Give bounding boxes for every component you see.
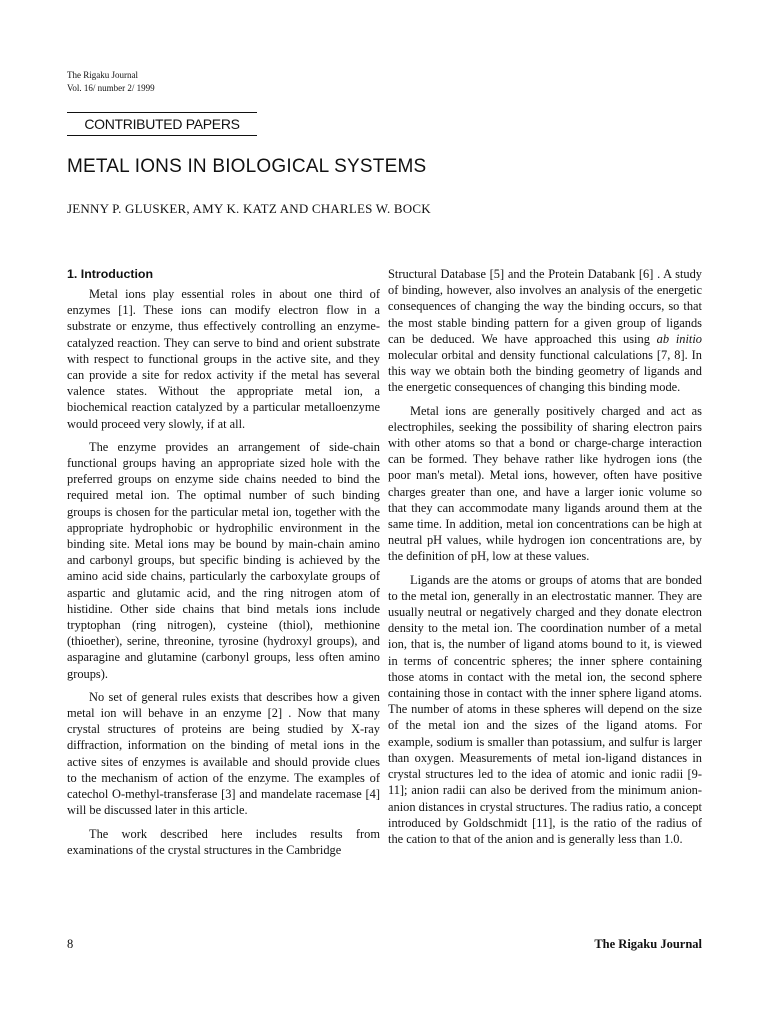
paragraph: Ligands are the atoms or groups of atoms that are bonded to the metal ion, generally in an electrostatic manner. They are usually neutral or negatively charged and they donate electron density to the metal ion. The coordination number of a metal ion, that is, the number of ligand atoms bound to it, is viewed in terms of concentric spheres; the inner sphere containing those atoms in contact with the metal ion, the second sphere containing those in contact with the inner sphere ligand atoms. The number of atoms in these spheres will depend on the size of the metal ion and the sizes of the ligand atoms. For example, sodium is smaller than potassium, and sulfur is larger than oxygen. Measurements of metal ion-ligand distances in crystal structures led to the idea of atomic and ionic radii [9-11]; anion radii can also be derived from the minimum anion-anion distances in crystal structures. The radius ratio, a concept introduced by Goldschmidt [11], is the ratio of the radius of the cation to that of the anion and is generally less than 1.0. — [388, 572, 702, 846]
journal-name: The Rigaku Journal — [67, 70, 138, 80]
paragraph: The enzyme provides an arrangement of side-chain functional groups having an appropriate sized hole with the preferred groups on enzyme side chains needed to bind the required metal ion. The optimal number of such binding groups is chosen for the particular metal ion, together with the appropriate hydrophobic or hydrophilic environment in the binding site. Metal ions may be bound by main-chain amino and carbonyl groups, but specific binding is achieved by the amino acid side chains, particularly the carboxylate groups of aspartic and glutamic acid, and the ring nitrogen atom of histidine. Other side chains that bind metals ions include tryptophan (ring nitrogen), cysteine (thiol), methionine (thioether), serine, threonine, tyrosine (hydroxyl groups), and asparagine and glutamine (carbonyl groups, less often amino groups). — [67, 439, 380, 681]
journal-volume: Vol. 16/ number 2/ 1999 — [67, 83, 155, 93]
text-run: molecular orbital and density functional calculations [7, 8]. In this way we obtain both the binding geometry of ligands and the energetic consequences of changing this binding mode. — [388, 348, 702, 395]
left-column — [67, 266, 380, 865]
paragraph: No set of general rules exists that describes how a given metal ion will behave in an enzyme [2] . Now that many crystal structures of proteins are being studied by X-ray diffraction, information on the binding of metal ions in the active sites of enzymes is available and should provide clues to the mechanism of action of the enzyme. The examples of catechol O-methyl-transferase [3] and mandelate racemase [4] will be discussed later in this article. — [67, 689, 380, 818]
journal-header — [67, 69, 155, 95]
section-label-box — [67, 112, 257, 136]
section-label: CONTRIBUTED PAPERS — [84, 116, 240, 132]
article-authors: JENNY P. GLUSKER, AMY K. KATZ AND CHARLES W. BOCK — [67, 201, 431, 216]
right-column — [388, 266, 702, 854]
footer-journal: The Rigaku Journal — [594, 937, 702, 951]
text-run: Structural Database [5] and the Protein Databank [6] . A study of binding, however, also involves an analysis of the energetic consequences of changing the way the binding occurs, so that the most stable binding pattern for a given group of ligands can be deduced. We have approached this using — [388, 267, 702, 346]
italic-term: ab initio — [656, 331, 702, 346]
paragraph: The work described here includes results from examinations of the crystal structures in the Cambridge — [67, 826, 380, 857]
section-heading: 1. Introduction — [67, 267, 154, 281]
article-title: METAL IONS IN BIOLOGICAL SYSTEMS — [67, 156, 427, 177]
page-number: 8 — [67, 937, 74, 951]
paragraph: Metal ions are generally positively charged and act as electrophiles, seeking the possibility of sharing electron pairs with other atoms so that a bond or charge-charge interaction can be formed. They behave rather like hydrogen ions (the poor man's metal). Metal ions, however, often have positive charges greater than one, and have a larger ionic volume so that they can accommodate many ligands around them at the same time. In addition, metal ion concentrations can be high at neutral pH values, while hydrogen ion concentrations are, by the definition of pH, low at these values. — [388, 403, 702, 564]
paragraph — [388, 266, 702, 396]
paragraph: Metal ions play essential roles in about one third of enzymes [1]. These ions can modify electron flow in a substrate or enzyme, thus effectively controlling an enzyme-catalyzed reaction. They can serve to bind and orient substrate with respect to functional groups in the active site, and they can provide a site for redox activity if the metal has several valence states. Without the appropriate metal ion, a biochemical reaction catalyzed by a particular metalloenzyme would proceed very slowly, if at all. — [67, 287, 380, 431]
